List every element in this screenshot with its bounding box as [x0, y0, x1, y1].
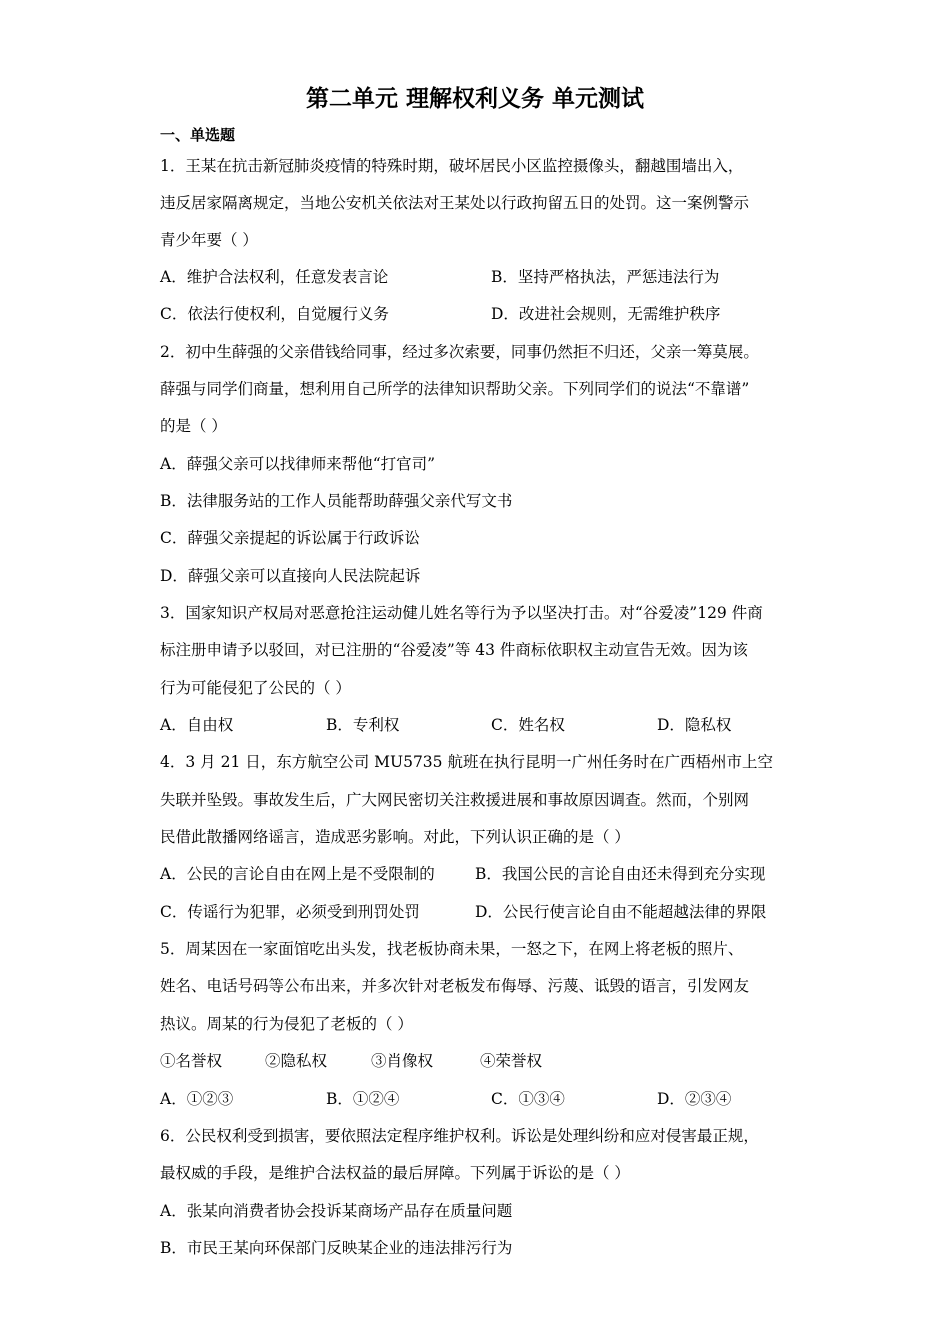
question-5-line-2: 姓名、电话号码等公布出来，并多次针对老板发布侮辱、污蔑、诋毁的语言，引发网友	[160, 977, 750, 995]
question-4-option-a: A．公民的言论自由在网上是不受限制的	[160, 865, 435, 883]
question-3-option-a: A．自由权	[160, 716, 234, 734]
question-4-option-c: C．传谣行为犯罪，必须受到刑罚处罚	[160, 903, 420, 921]
question-1-line-3: 青少年要（ ）	[160, 231, 258, 249]
page-title: 第二单元 理解权利义务 单元测试	[305, 86, 644, 112]
question-1-option-d: D．改进社会规则，无需维护秩序	[491, 305, 721, 323]
question-2-line-2: 薛强与同学们商量，想利用自己所学的法律知识帮助父亲。下列同学们的说法“不靠谱”	[160, 380, 750, 398]
question-2-option-c: C．薛强父亲提起的诉讼属于行政诉讼	[160, 529, 420, 547]
question-4-option-b: B．我国公民的言论自由还未得到充分实现	[475, 865, 766, 883]
question-6-line-2: 最权威的手段，是维护合法权益的最后屏障。下列属于诉讼的是（ ）	[160, 1164, 630, 1182]
question-3-line-2: 标注册申请予以驳回，对已注册的“谷爱凌”等 43 件商标依职权主动宣告无效。因为该	[160, 641, 748, 659]
question-5-item-1: ①名誉权	[160, 1052, 223, 1070]
question-6-option-b: B．市民王某向环保部门反映某企业的违法排污行为	[160, 1239, 513, 1257]
question-4-line-1: 4．3 月 21 日，东方航空公司 MU5735 航班在执行昆明一广州任务时在广西梧州市上空	[160, 753, 773, 771]
question-1-line-1: 1．王某在抗击新冠肺炎疫情的特殊时期，破坏居民小区监控摄像头，翻越围墙出入，	[160, 157, 744, 175]
question-5-line-3: 热议。周某的行为侵犯了老板的（ ）	[160, 1015, 413, 1033]
question-3-option-d: D．隐私权	[657, 716, 732, 734]
question-1-option-c: C．依法行使权利，自觉履行义务	[160, 305, 389, 323]
question-2-option-a: A．薛强父亲可以找律师来帮他“打官司”	[160, 455, 436, 473]
question-1-option-a: A．维护合法权利，任意发表言论	[160, 268, 389, 286]
question-5-line-1: 5．周某因在一家面馆吃出头发，找老板协商未果，一怒之下，在网上将老板的照片、	[160, 940, 744, 958]
question-3-option-c: C．姓名权	[491, 716, 565, 734]
question-3-option-b: B．专利权	[326, 716, 400, 734]
question-5-option-d: D．②③④	[657, 1090, 732, 1108]
question-5-item-3: ③肖像权	[371, 1052, 434, 1070]
section-heading: 一、单选题	[160, 126, 236, 144]
question-5-option-b: B．①②④	[326, 1090, 400, 1108]
question-2-option-d: D．薛强父亲可以直接向人民法院起诉	[160, 567, 421, 585]
question-1-option-b: B．坚持严格执法，严惩违法行为	[491, 268, 720, 286]
question-5-item-2: ②隐私权	[265, 1052, 328, 1070]
question-6-option-a: A．张某向消费者协会投诉某商场产品存在质量问题	[160, 1202, 513, 1220]
question-2-option-b: B．法律服务站的工作人员能帮助薛强父亲代写文书	[160, 492, 513, 510]
question-1-line-2: 违反居家隔离规定，当地公安机关依法对王某处以行政拘留五日的处罚。这一案例警示	[160, 194, 750, 212]
question-2-line-1: 2．初中生薛强的父亲借钱给同事，经过多次索要，同事仍然拒不归还，父亲一筹莫展。	[160, 343, 759, 361]
question-3-line-1: 3．国家知识产权局对恶意抢注运动健儿姓名等行为予以坚决打击。对“谷爱凌”129 件商	[160, 604, 763, 622]
question-4-line-3: 民借此散播网络谣言，造成恶劣影响。对此，下列认识正确的是（ ）	[160, 828, 630, 846]
question-4-option-d: D．公民行使言论自由不能超越法律的界限	[475, 903, 767, 921]
question-2-line-3: 的是（ ）	[160, 417, 227, 435]
question-5-option-a: A．①②③	[160, 1090, 234, 1108]
question-3-line-3: 行为可能侵犯了公民的（ ）	[160, 679, 351, 697]
question-5-item-4: ④荣誉权	[480, 1052, 543, 1070]
question-5-option-c: C．①③④	[491, 1090, 565, 1108]
question-6-line-1: 6．公民权利受到损害，要依照法定程序维护权利。诉讼是处理纠纷和应对侵害最正规，	[160, 1127, 759, 1145]
question-4-line-2: 失联并坠毁。事故发生后，广大网民密切关注救援进展和事故原因调查。然而，个别网	[160, 791, 750, 809]
